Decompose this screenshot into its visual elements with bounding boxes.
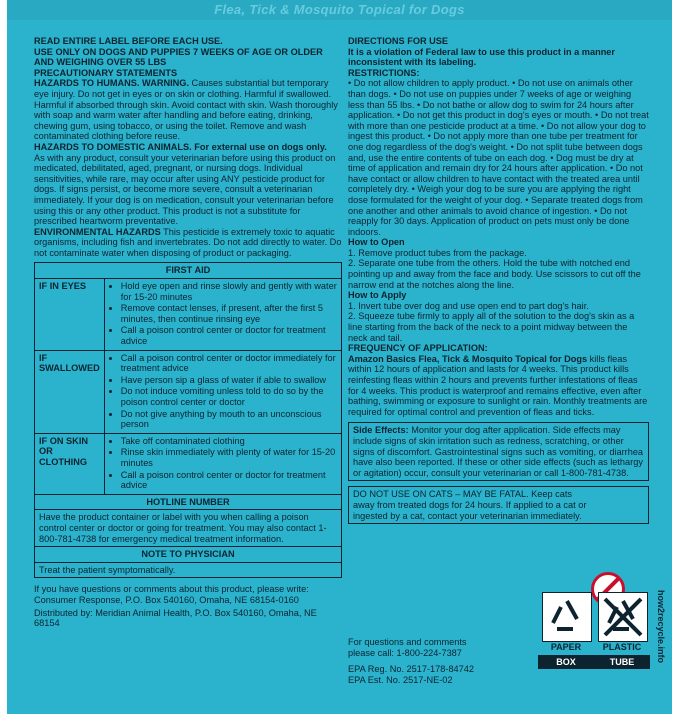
list-item: • Remove contact lenses, if present, after the first 5 minutes, then continue rinsing eye (121, 303, 337, 324)
hotline-title: HOTLINE NUMBER (35, 494, 342, 510)
first-aid-title: FIRST AID (35, 263, 342, 279)
list-item: • Call a poison control center or doctor immediately for treatment advice (121, 353, 337, 374)
heading-line: USE ONLY ON DOGS AND PUPPIES 7 WEEKS OF AGE OR OLDER (34, 46, 323, 57)
first-aid-label: IF ON SKIN OR CLOTHING (35, 433, 105, 494)
apply-step: 2. Squeeze tube firmly to apply all of the solution to the dog's skin as a line starting from the back of the neck to a point midway between the neck and tail. (348, 311, 635, 343)
table-row (35, 350, 342, 433)
list-item: • Do not induce vomiting unless told to do so by the poison control center or doctor (121, 386, 337, 407)
contact-line: For questions and comments (348, 637, 467, 647)
cats-warning-box (348, 486, 649, 524)
hotline-text: Have the product container or label with you when calling a poison control center or doctor or going for treatment. You may also contact 1-800-781-4738 for emergency medical treatment information. (35, 510, 342, 547)
first-aid-label: IF IN EYES (35, 279, 105, 351)
right-column (348, 36, 649, 524)
open-title: How to Open (348, 237, 405, 248)
banner-title: Flea, Tick & Mosquito Topical for Dogs (7, 0, 672, 20)
frequency-product: Amazon Basics Flea, Tick & Mosquito Topical for Dogs (348, 353, 588, 364)
hazards-humans (34, 78, 342, 142)
frequency-text: Amazon Basics Flea, Tick & Mosquito Topical for Dogs kills fleas within 12 hours of application and lasts for 4 weeks. This product kills reinfesting fleas within 2 hours and prevents further infestations of fleas for 4 weeks. This product is waterproof and remains effective, even after bathing, swimming or exposure to sunlight or rain. Monthly treatments are required for optimal control and prevention of fleas and ticks. (348, 353, 648, 417)
plastic-tube-label: PLASTIC TUBE (594, 590, 650, 672)
footer-line: If you have questions or comments about this product, please write: (34, 584, 309, 595)
recycle-icon (542, 592, 592, 642)
table-row (35, 279, 342, 351)
list-item: • Hold eye open and rinse slowly and gently with water for 15-20 minutes (121, 281, 337, 302)
epa-est: EPA Est. No. 2517-NE-02 (348, 674, 453, 685)
first-aid-table (34, 262, 342, 578)
footer-line: Consumer Response, P.O. Box 540160, Omaha, NE 68154-0160 (34, 594, 299, 605)
hazards-animals-text: As with any product, consult your veterinarian before using this product on medicated, debilitated, aged, pregnant, or nursing dogs. Individual sensitivities, while rare, may occur after using ANY pesticide product for dogs. If signs persist, or become more severe, consult a veterinarian immediately. If your dog is on medication, consult your veterinarian before using this or any other product. This product is not a substitute for prescribed heartworm preventative. (34, 152, 336, 227)
list-item: • Call a poison control center or doctor for treatment advice (121, 470, 337, 491)
side-effects-title: Side Effects: (353, 425, 409, 436)
recycle-labels (538, 590, 650, 708)
paper-box-label: PAPER BOX (538, 590, 594, 672)
epa-reg: EPA Reg. No. 2517-178-84742 (348, 664, 474, 675)
apply-step: 1. Invert tube over dog and use open end to part dog's hair. (348, 300, 589, 311)
contact-line: please call: 1-800-224-7387 (348, 647, 462, 658)
hazards-animals-title: HAZARDS TO DOMESTIC ANIMALS. For external use on dogs only. (34, 141, 327, 152)
open-step: 1. Remove product tubes from the package. (348, 247, 527, 258)
hazards-humans-text: Causes substantial but temporary eye injury. Do not get in eyes or on skin or clothing. Harmful if swallowed. Harmful if absorbed through skin. Avoid contact with skin. Wash thoroughly with soap and warm water after handling and before eating, drinking, chewing gum, using tobacco, or using the toilet. Remove and wash contaminated clothing before reuse. (34, 78, 338, 142)
heading-line: AND WEIGHING OVER 55 LBS (34, 57, 167, 68)
table-row (35, 433, 342, 494)
restrictions-text: • Do not allow children to apply product. • Do not use on animals other than dogs. • Do not use on puppies under 7 weeks of age or weighing less than 55 lbs. • Do not bathe or allow dog to swim for 24 hours after application. • Do not get this product in dog's eyes or mouth. • Do not treat with more than one pesticide product at a time. • Do not allow your dog to ingest this product. • Do not apply more than one tube per treatment for one dog regardless of the dog's weight. • Do not split tube between dogs and, use the entire contents of tube on each dog. • Dog must be dry at time of application and remain dry for 24 hours after application. • Do not have contact or allow children to have contact with the treated area until completely dry. • Weigh your dog to be sure you are applying the right dose formulated for the weight of your dog. • Separate treated dogs from one another and other animals to avoid chance of ingestion. • Do not reapply for 30 days. Application of product on pets must only be done indoors. (348, 78, 649, 237)
footer-line: Distributed by: Meridian Animal Health, P.O. Box 540160, Omaha, NE 68154 (34, 607, 317, 629)
list-item: • Do not give anything by mouth to an unconscious person (121, 409, 337, 430)
cats-warning-text: DO NOT USE ON CATS – MAY BE FATAL. Keep cats away from treated dogs for 24 hours. If applied to a cat or ingested by a cat, contact your veterinarian immediately. (353, 489, 587, 521)
side-effects-box (348, 422, 649, 481)
directions-text: It is a violation of Federal law to use this product in a manner inconsistent with its labeling. (348, 46, 615, 68)
environmental-hazards (34, 227, 342, 259)
list-item: • Rinse skin immediately with plenty of water for 15-20 minutes (121, 447, 337, 468)
open-step: 2. Separate one tube from the others. Hold the tube with notched end pointing up and away from the face and body. Use scissors to cut off the narrow end at the notches along the line. (348, 258, 641, 290)
heading-line: READ ENTIRE LABEL BEFORE EACH USE. (34, 36, 223, 46)
side-effects-text: Monitor your dog after application. Side effects may include signs of skin irritation such as redness, scratching, or other signs of discomfort. Gastrointestinal signs such as vomiting, or diarrhea have also been reported. If these or other side effects (such as lethargy or agitation) occur, consult your veterinarian or call 1-800-781-4738. (353, 425, 644, 478)
list-item: • Call a poison control center or doctor for treatment advice (121, 325, 337, 346)
frequency-title: FREQUENCY OF APPLICATION: (348, 343, 488, 354)
restrictions-title: RESTRICTIONS: (348, 67, 420, 78)
list-item: • Have person sip a glass of water if able to swallow (121, 375, 337, 386)
not-recyclable-icon (598, 592, 648, 642)
heading-line: PRECAUTIONARY STATEMENTS (34, 67, 178, 78)
physician-title: NOTE TO PHYSICIAN (35, 547, 342, 563)
physician-text: Treat the patient symptomatically. (35, 562, 342, 578)
left-column (34, 36, 342, 629)
env-text: This pesticide is extremely toxic to aquatic organisms, including fish and invertebrates. Do not add directly to water. Do not contaminate water when disposing of product or packaging. (34, 226, 342, 258)
product-label-panel (7, 0, 672, 714)
directions-title: DIRECTIONS FOR USE (348, 36, 449, 46)
contact-block (348, 637, 474, 685)
list-item: • Take off contaminated clothing (121, 436, 337, 447)
first-aid-label: IF SWALLOWED (35, 350, 105, 433)
hazards-humans-title: HAZARDS TO HUMANS. WARNING. (34, 78, 189, 89)
env-title: ENVIRONMENTAL HAZARDS (34, 226, 161, 237)
apply-title: How to Apply (348, 290, 407, 301)
how2recycle-text: how2recycle.info (656, 590, 666, 664)
